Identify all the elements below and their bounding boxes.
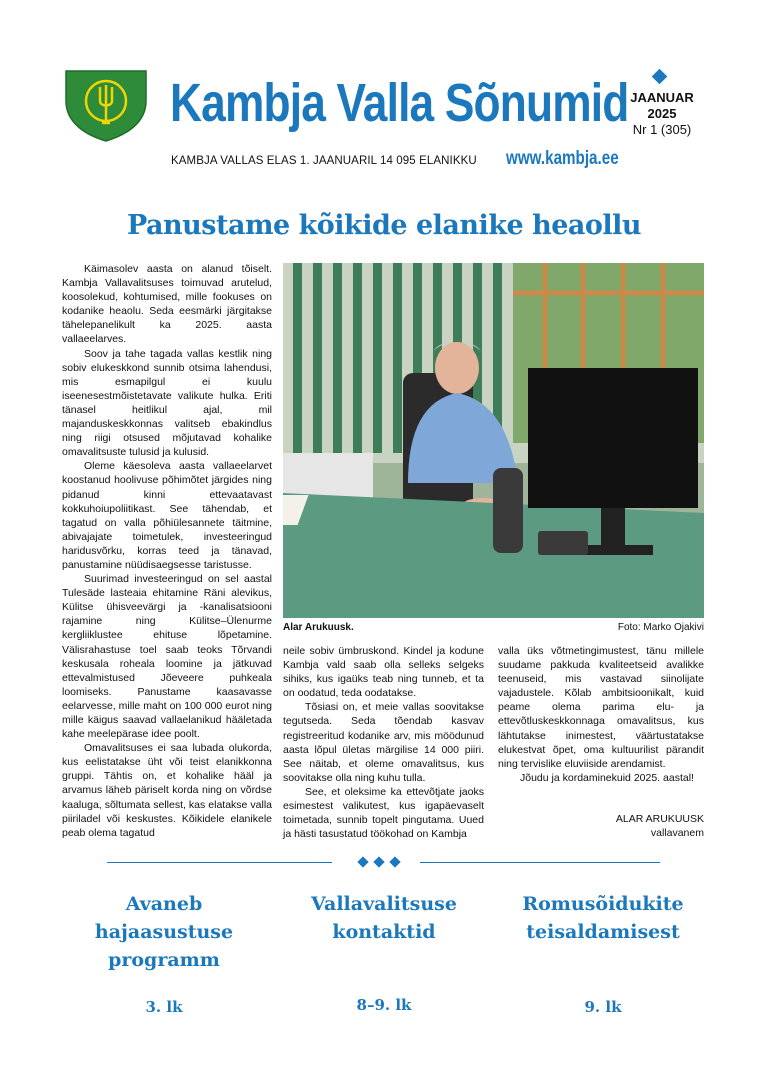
issue-year: 2025: [647, 106, 677, 121]
article-headline: Panustame kõikide elanike heaollu: [126, 210, 642, 241]
issue-number: Nr 1 (305): [632, 122, 692, 137]
signature-name: ALAR ARUKUUSK: [615, 813, 704, 825]
article-column-middle: [283, 644, 484, 841]
teaser-headline-3[interactable]: Romusõidukite teisaldamisest: [522, 893, 684, 943]
teaser-headline-2[interactable]: Vallavalitsuse kontaktid: [311, 893, 457, 943]
coat-of-arms-icon: [62, 67, 150, 143]
paragraph: Tõsiasi on, et meie vallas soovitakse tegutseda. Seda tõendab kasvav registreeritud kodanike arv, mis möödunud aasta lõpul ületas märgilise 14 000 piiri. See näitab, et oleme omavalitsus, kus soovitakse olla ning kuhu tulla.: [283, 701, 484, 784]
paragraph: Suurimad investeeringud on sel aastal Tulesäde lasteaia ehitamine Räni alevikus, Külitse ühisveevärgi ja -kanalisatsiooni rajamine ning Külitse–Ülenurme kergliiklustee ehituse lõpetamine. Välisrahastuse toel saab teoks Tõrvandi keskusala roheala loomine ja jätkuvad ettevalmistused Jõeveere puhkeala loomiseks. Panustame kaasavasse eelarvesse, mille maht on 100 000 eurot ning mille käigus saavad vallaelanikud hääletada kahe meelepärase idee poolt.: [62, 573, 272, 741]
diamond-icon: [373, 856, 384, 867]
paragraph: Jõudu ja kordaminekuid 2025. aastal!: [520, 771, 694, 784]
divider-right: [420, 862, 660, 863]
teaser-headline-1[interactable]: Avaneb hajaasustuse programm: [94, 893, 234, 971]
issue-info: [626, 90, 698, 138]
diamond-icon: [389, 856, 400, 867]
population-line: KAMBJA VALLAS ELAS 1. JAANUARIL 14 095 ELANIKKU: [171, 155, 477, 167]
paragraph: neile sobiv ümbruskond. Kindel ja kodune Kambja vald saab olla selleks selgeks sihiks, kus igaüks teab ning tunneb, et ta on oodatud, teda oodatakse.: [283, 645, 484, 700]
signature: [560, 812, 704, 840]
paragraph: Soov ja tahe tagada vallas kestlik ning sobiv elukeskkond sunnib otsima lahendusi, mis esmapilgul ei kuulu iseenesestmõistetavate valikute hulka. Eriti tänasel heitlikul ajal, mil majanduskeskkonnas valitseb ebakindlus ning riigi otsused mõjutavad kohalike omavalitsuste tulusid ja kulusid.: [62, 347, 272, 459]
teaser-page-2: 8–9. lk: [356, 996, 412, 1014]
article-column-left: [62, 262, 272, 840]
masthead-title: Kambja Valla Sõnumid: [170, 73, 629, 133]
signature-title: vallavanem: [650, 827, 704, 839]
paragraph: Käimasolev aasta on alanud tõiselt. Kambja Vallavalitsuses toimuvad arutelud, koosolekud, kohtumised, mille fookuses on kodanike heaolu. Seda eesmärki järgitakse tähelepanelikult ka 2025. aasta vallaeelarves.: [62, 263, 272, 346]
teaser-page-3: 9. lk: [584, 998, 622, 1016]
paragraph: Omavalitsuses ei saa lubada olukorda, kus eelistatakse üht või teist elanikkonna gruppi. Tähtis on, et kohalike hääl ja arvamus läheb päriselt korda ning on võrdse kaaluga, sõltumata sellest, kas elatakse valla piiriladel või keskustes. Kõikidele elanikele peab olema tagatud: [62, 742, 272, 839]
paragraph: valla üks võtmetingimustest, tänu millele suudame pakkuda kvaliteetseid avalikke teenuseid, mis vastavad siinolijate vajadustele. Kõlab ambitsioonikalt, kuid peame olema parima elu- ja ettevõtluskeskkonnaga omavalitsus, kus lähtutakse inimestest, väärtustatakse elukestvat õpet, oma kultuurilist pärandit ning tervislike eluviiside arendamist.: [498, 645, 704, 770]
photo-caption: Alar Arukuusk.: [283, 622, 354, 633]
paragraph: See, et oleksime ka ettevõtjate jaoks esimestest valikutest, kus igapäevaselt toimetada, sunnib topelt pingutama. Uued ja hästi tasustatud töökohad on Kambja: [283, 785, 484, 841]
photo-credit: Foto: Marko Ojakivi: [617, 622, 704, 633]
divider-left: [107, 862, 332, 863]
diamond-icon: [357, 856, 368, 867]
diamond-icon: [652, 69, 668, 85]
article-column-right: [498, 644, 704, 785]
issue-month: JAANUAR: [630, 90, 694, 105]
website-link[interactable]: www.kambja.ee: [506, 148, 619, 169]
article-photo: [283, 263, 704, 618]
teaser-page-1: 3. lk: [145, 998, 183, 1016]
paragraph: Oleme käesoleva aasta vallaeelarvet koostanud hoolivuse põhimõtet järgides ning pidanud kinni ettevaatavast kokkuhoiupoliitikast. See tähendab, et tagatud on valla põhiülesannete täitmine, abivajajate toimetulek, investeeringud haridusvõrku, korras teed ja tänavad, panustamine nüüdisaegsesse taristusse.: [62, 460, 272, 571]
